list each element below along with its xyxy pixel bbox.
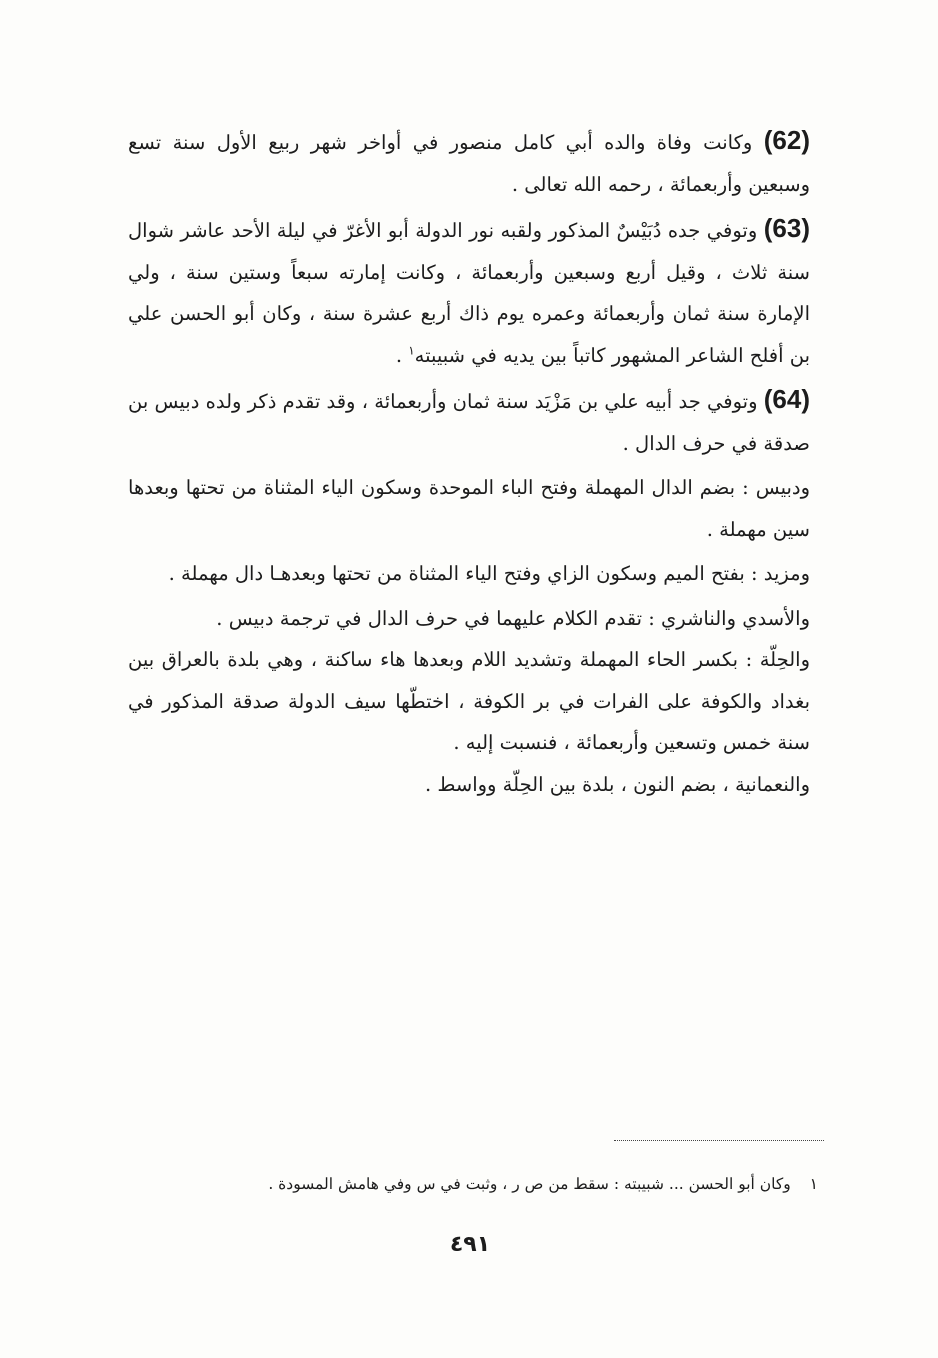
paragraph-dubays-definition [128, 467, 810, 550]
paragraph-text: وتوفي جده دُبَيْسٌ المذكور ولقبه نور الدولة أبو الأغرّ في ليلة الأحد عاشر شوال سنة ثلاث ، وقيل أربع وسبعين وأربعمائة ، وكانت إمارته سبعاً وستين سنة ، ولي الإمارة سنة ثمان وأربعمائة وعمره يوم ذاك أربع عشرة سنة ، وكان أبو الحسن علي بن أفلح الشاعر المشهور كاتباً بين يديه في شبيبته [128, 219, 810, 367]
footnote-reference: ١ [408, 343, 415, 357]
paragraph-text: ومزيد : بفتح الميم وسكون الزاي وفتح الياء المثناة من تحتها وبعدهـا دال مهملة . [168, 562, 810, 585]
footnote-text: وكان أبو الحسن ... شبيبته : سقط من ص ر ، وثبت في س وفي هامش المسودة . [268, 1175, 791, 1193]
paragraph-number: (63) [763, 213, 810, 243]
paragraph-text: وتوفي جد أبيه علي بن مَزْيَد سنة ثمان وأربعمائة ، وقد تقدم ذكر ولده دبيس بن صدقة في حرف الدال . [128, 390, 810, 455]
paragraph-text: والحِلّة : بكسر الحاء المهملة وتشديد اللام وبعدها هاء ساكنة ، وهي بلدة بالعراق بين بغداد والكوفة على الفرات في بر الكوفة ، اختطّها سيف الدولة صدقة المذكور في سنة خمس وتسعين وأربعمائة ، فنسبت إليه . [128, 648, 810, 754]
paragraph-number: (62) [763, 125, 811, 155]
paragraph-numaniya-definition [128, 764, 810, 806]
paragraph-mazyad-definition [128, 553, 810, 595]
paragraph-asadi-definition [128, 598, 810, 640]
paragraph-hilla-definition [128, 639, 810, 764]
paragraph-63 [128, 208, 810, 376]
paragraph-text: ودبيس : بضم الدال المهملة وفتح الباء الموحدة وسكون الياء المثناة من تحتها وبعدها سين مهملة . [128, 476, 810, 541]
paragraph-text: وكانت وفاة والده أبي كامل منصور في أواخر شهر ربيع الأول سنة تسع وسبعين وأربعمائة ، رحمه الله تعالى . [128, 131, 810, 196]
footnote [128, 1172, 818, 1196]
footnote-number: ١ [809, 1175, 818, 1193]
paragraph-text: والأسدي والناشري : تقدم الكلام عليهما في حرف الدال في ترجمة دبيس . [216, 606, 810, 630]
paragraph-64 [128, 379, 810, 464]
footnote-divider [614, 1140, 824, 1141]
page-number: ٤٩١ [449, 1232, 491, 1257]
paragraph-text-end: . [395, 343, 409, 367]
paragraph-text: والنعمانية ، بضم النون ، بلدة بين الحِلّة وواسط . [424, 772, 810, 796]
paragraph-number: (64) [763, 384, 810, 414]
main-text [128, 120, 810, 805]
paragraph-62 [128, 120, 810, 205]
